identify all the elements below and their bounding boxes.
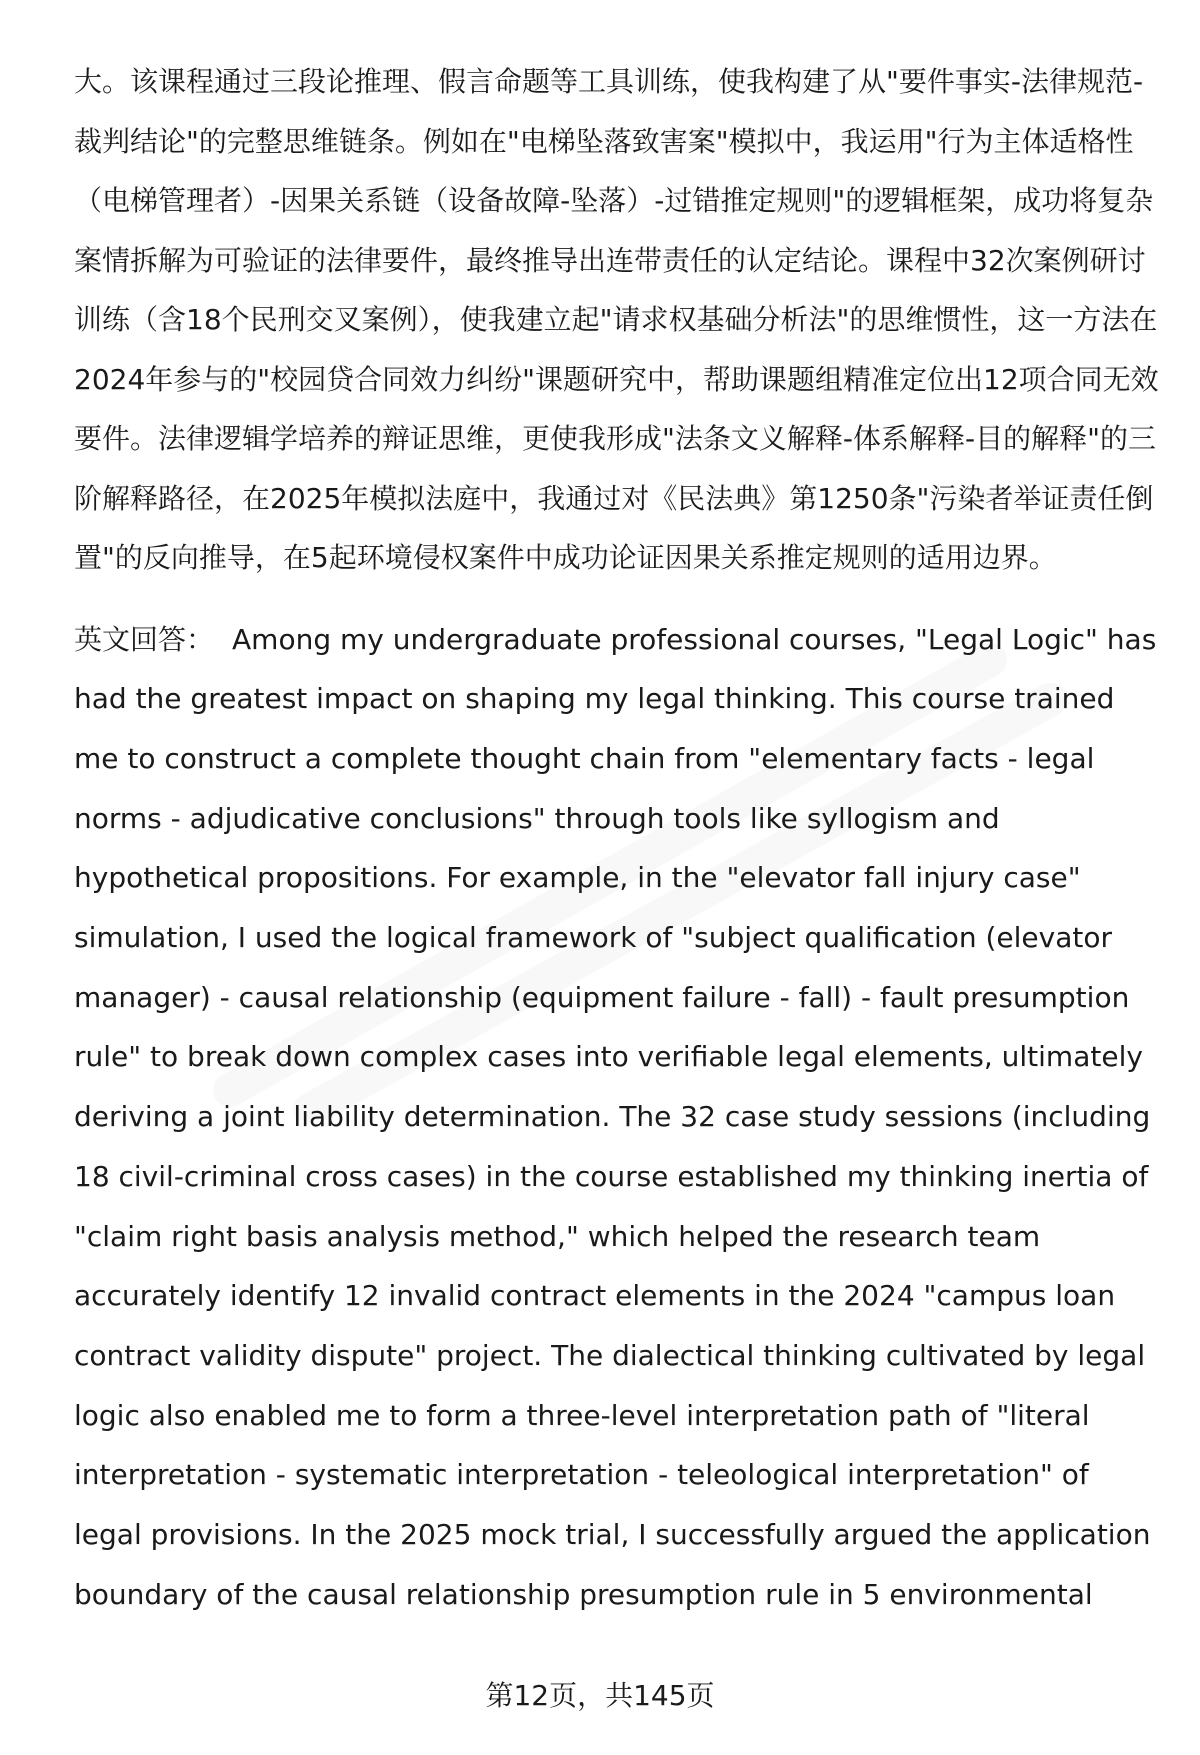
page-footer: 第12页，共145页 [485,1679,715,1712]
paragraph-chinese: 大。该课程通过三段论推理、假言命题等工具训练，使我构建了从"要件事实-法律规范-裁判结论"的完整思维链条。例如在"电梯坠落致害案"模拟中，我运用"行为主体适格性（电梯管理者）-因果关系链（设备故障-坠落）-过错推定规则"的逻辑框架，成功将复杂案情拆解为可验证的法律要件，最终推导出连带责任的认定结论。课程中32次案例研讨训练（含18个民刑交叉案例），使我建立起"请求权基础分析法"的思维惯性，这一方法在2024年参与的"校园贷合同效力纠纷"课题研究中，帮助课题组精准定位出12项合同无效要件。法律逻辑学培养的辩证思维，更使我形成"法条文义解释-体系解释-目的解释"的三阶解释路径，在2025年模拟法庭中，我通过对《民法典》第1250条"污染者举证责任倒置"的反向推导，在5起环境侵权案件中成功论证因果关系推定规则的适用边界。 [74,65,1159,574]
paragraph-english [74,610,1164,1625]
document-body [74,52,1164,1624]
answer-label: 英文回答： [74,622,215,656]
paragraph-english-text: Among my undergraduate professional courses, "Legal Logic" has had the greatest impact on shaping my legal thinking. This course trained me to construct a complete thought chain from "elementary facts - legal norms - adjudicative conclusions" through tools like syllogism and hypothetical propositions. For example, in the "elevator fall injury case" simulation, I used the logical framework of "subject qualification (elevator manager) - causal relationship (equipment failure - fall) - fault presumption rule" to break down complex cases into verifiable legal elements, ultimately deriving a joint liability determination. The 32 case study sessions (including 18 civil-criminal cross cases) in the course established my thinking inertia of "claim right basis analysis method," which helped the research team accurately identify 12 invalid contract elements in the 2024 "campus loan contract validity dispute" project. The dialectical thinking cultivated by legal logic also enabled me to form a three-level interpretation path of "literal interpretation - systematic interpretation - teleological interpretation" of legal provisions. In the 2025 mock trial, I successfully argued the application boundary of the causal relationship presumption rule in 5 environmental [74,622,1157,1611]
paragraph-gap [74,588,1164,610]
